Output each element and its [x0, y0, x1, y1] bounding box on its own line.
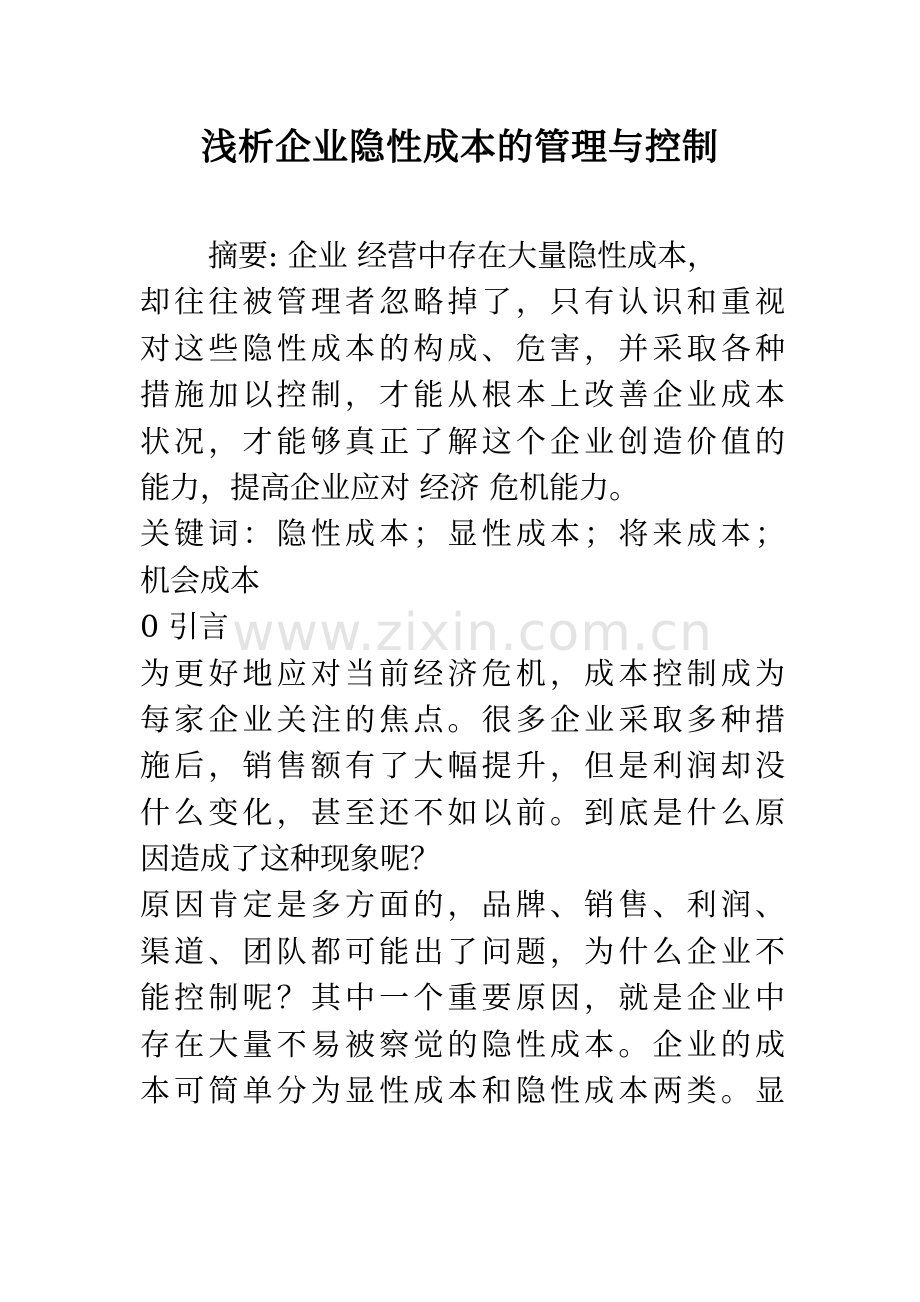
- abstract-line: 状况，才能够真正了解这个企业创造价值的: [140, 424, 785, 460]
- document-body: [140, 234, 785, 1115]
- abstract-line: 能力，提高企业应对 经济 危机能力。: [140, 470, 640, 506]
- paragraph-line: 渠道、团队都可能出了问题，为什么企业不: [140, 934, 785, 970]
- paragraph-line: 为更好地应对当前经济危机，成本控制成为: [140, 656, 785, 692]
- keywords-line: 机会成本: [140, 563, 260, 599]
- abstract-line: 摘要: 企业 经营中存在大量隐性成本，: [208, 239, 718, 274]
- paragraph-line: 施后，销售额有了大幅提升，但是利润却没: [140, 749, 785, 785]
- paragraph-line: 原因肯定是多方面的，品牌、销售、利润、: [140, 888, 785, 924]
- document-title: 浅析企业隐性成本的管理与控制: [200, 127, 719, 168]
- paragraph-line: 存在大量不易被察觉的隐性成本。企业的成: [140, 1027, 785, 1063]
- watermark: www.zixin.com.cn: [232, 603, 713, 663]
- abstract-line: 却往往被管理者忽略掉了，只有认识和重视: [140, 285, 785, 321]
- abstract-line: 措施加以控制，才能从根本上改善企业成本: [140, 378, 785, 414]
- keywords-line: 关键词：隐性成本；显性成本；将来成本；: [140, 517, 785, 553]
- abstract-line: 对这些隐性成本的构成、危害，并采取各种: [140, 331, 785, 367]
- paragraph-line: 因造成了这种现象呢？: [140, 842, 440, 878]
- paragraph-line: 本可简单分为显性成本和隐性成本两类。显: [140, 1074, 785, 1110]
- paragraph-line: 什么变化，甚至还不如以前。到底是什么原: [140, 795, 785, 831]
- paragraph-line: 每家企业关注的焦点。很多企业采取多种措: [140, 702, 785, 738]
- section-heading: 0 引言: [140, 610, 229, 646]
- paragraph-line: 能控制呢？其中一个重要原因，就是企业中: [140, 981, 785, 1017]
